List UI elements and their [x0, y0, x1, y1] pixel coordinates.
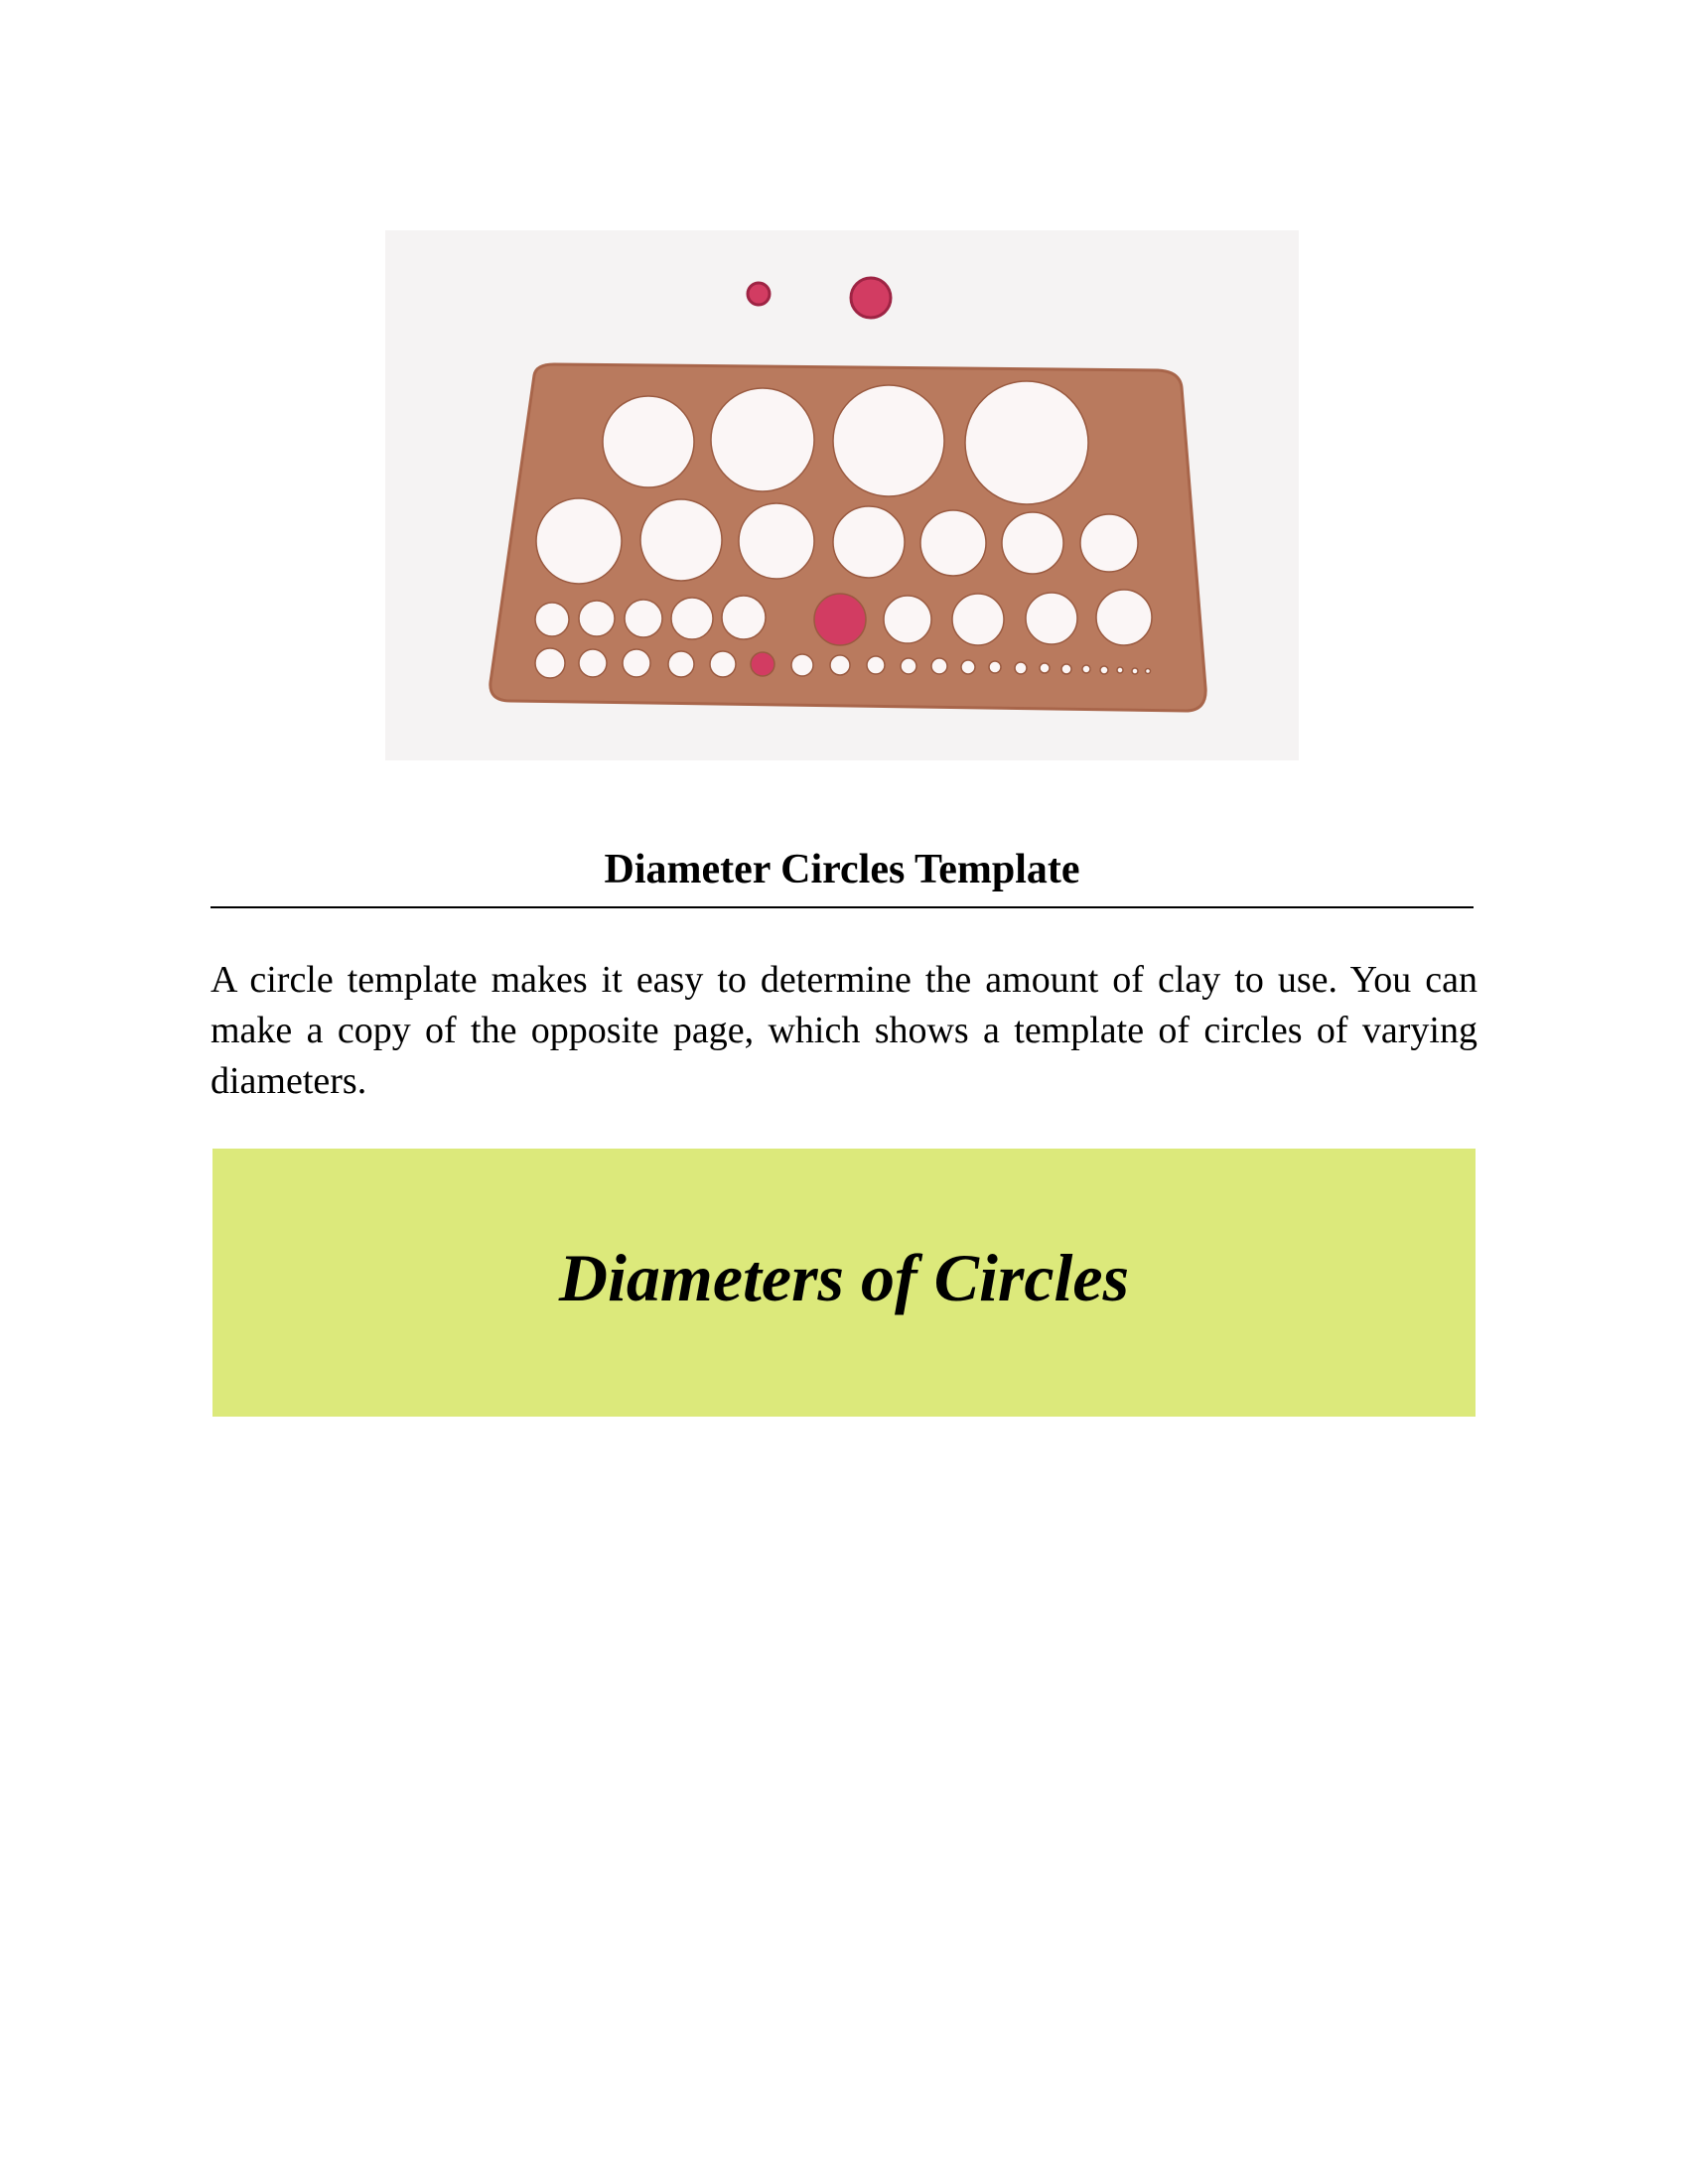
- template-hole: [536, 498, 622, 584]
- body-paragraph: A circle template makes it easy to determine the amount of clay to use. You can make a copy of the opposite page, which shows a template of circles of varying diameters.: [211, 959, 1477, 1102]
- template-hole: [961, 660, 975, 674]
- template-hole: [671, 598, 713, 639]
- template-hole: [1146, 669, 1151, 674]
- template-hole: [884, 596, 931, 643]
- template-hole: [867, 656, 885, 674]
- clay-piece-large: [851, 278, 891, 318]
- template-hole: [625, 600, 662, 637]
- template-hole: [668, 651, 694, 677]
- template-hole: [989, 661, 1001, 673]
- template-hole: [1082, 665, 1090, 673]
- template-hole: [952, 594, 1004, 645]
- template-hole: [640, 499, 722, 581]
- template-hole: [535, 648, 565, 678]
- template-hole: [1040, 663, 1050, 673]
- template-hole: [931, 658, 947, 674]
- template-hole: [535, 603, 569, 636]
- template-hole-filled: [751, 652, 774, 676]
- template-hole: [710, 651, 736, 677]
- template-hole: [1061, 664, 1071, 674]
- template-hole: [722, 596, 766, 639]
- template-hole: [579, 601, 615, 636]
- template-hole: [1132, 668, 1138, 674]
- template-hole: [1100, 666, 1108, 674]
- template-hole: [739, 503, 814, 579]
- template-hole: [1080, 514, 1138, 572]
- template-hole: [965, 381, 1088, 504]
- template-hole: [579, 649, 607, 677]
- template-hole: [1015, 662, 1027, 674]
- template-hole: [791, 654, 813, 676]
- page-heading: Diameter Circles Template: [604, 847, 1080, 892]
- heading-divider: [211, 906, 1474, 908]
- template-hole: [603, 396, 694, 487]
- banner-title: Diameters of Circles: [558, 1240, 1130, 1315]
- template-hole: [711, 388, 814, 491]
- clay-piece-small: [748, 283, 770, 305]
- template-hole: [623, 649, 650, 677]
- circle-template-illustration: [385, 230, 1299, 760]
- template-hole: [1002, 512, 1063, 574]
- template-hole: [833, 506, 905, 578]
- circle-template-photo: [385, 230, 1299, 760]
- template-hole: [1117, 667, 1123, 673]
- template-hole: [901, 658, 916, 674]
- template-hole: [830, 655, 850, 675]
- template-hole-filled: [814, 594, 866, 645]
- template-hole: [1026, 593, 1077, 644]
- template-hole: [1096, 590, 1152, 645]
- template-hole: [833, 385, 944, 496]
- section-banner: [212, 1149, 1476, 1417]
- template-hole: [920, 510, 986, 576]
